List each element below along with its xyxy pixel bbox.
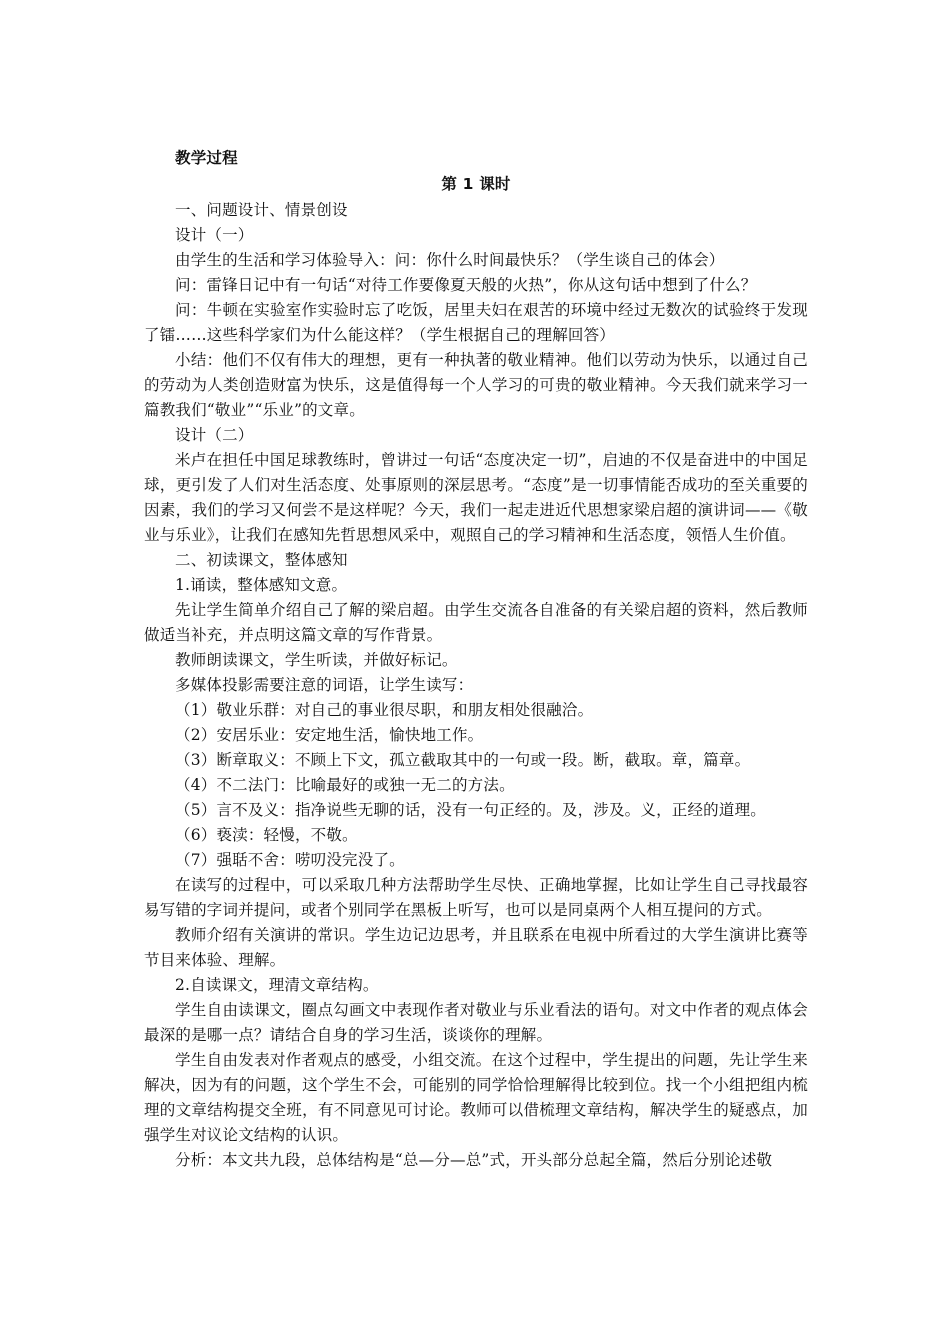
section-title-1: 一、问题设计、情景创设 [175, 201, 348, 219]
paragraph: 学生自由读课文，圈点勾画文中表现作者对敬业与乐业看法的语句。对文中作者的观点体会最深的是哪一点？请结合自身的学习生活，谈谈你的理解。 [144, 1001, 808, 1044]
document-body [144, 146, 808, 1173]
lesson-title: 第 1 课时 [441, 175, 511, 193]
vocab-item: （7）强聒不舍：唠叨没完没了。 [175, 851, 405, 869]
step-title-1: 1.诵读，整体感知文意。 [175, 576, 348, 594]
paragraph: 在读写的过程中，可以采取几种方法帮助学生尽快、正确地掌握，比如让学生自己寻找最容易写错的字词并提问，或者个别同学在黑板上听写，也可以是同桌两个人相互提问的方式。 [144, 876, 808, 919]
paragraph: 学生自由发表对作者观点的感受，小组交流。在这个过程中，学生提出的问题，先让学生来解决，因为有的问题，这个学生不会，可能别的同学恰恰理解得比较到位。找一个小组把组内梳理的文章结构提交全班，有不同意见可讨论。教师可以借梳理文章结构，解决学生的疑惑点，加强学生对议论文结构的认识。 [144, 1051, 808, 1144]
paragraph: 米卢在担任中国足球教练时，曾讲过一句话“态度决定一切”，启迪的不仅是奋进中的中国足球，更引发了人们对生活态度、处事原则的深层思考。“态度”是一切事情能否成功的至关重要的因素，我们的学习又何尝不是这样呢？今天，我们一起走进近代思想家梁启超的演讲词——《敬业与乐业》，让我们在感知先哲思想风采中，观照自己的学习精神和生活态度，领悟人生价值。 [144, 451, 808, 544]
paragraph: 由学生的生活和学习体验导入：问：你什么时间最快乐？（学生谈自己的体会） [175, 251, 725, 269]
vocab-item: （1）敬业乐群：对自己的事业很尽职，和朋友相处很融洽。 [175, 701, 594, 719]
paragraph: 问：雷锋日记中有一句话“对待工作要像夏天般的火热”，你从这句话中想到了什么？ [175, 276, 757, 294]
section-heading: 教学过程 [175, 149, 238, 167]
section-title-2: 二、初读课文，整体感知 [175, 551, 348, 569]
vocab-item: （3）断章取义：不顾上下文，孤立截取其中的一句或一段。断，截取。章，篇章。 [175, 751, 751, 769]
vocab-item: （2）安居乐业：安定地生活，愉快地工作。 [175, 726, 484, 744]
summary-paragraph: 小结：他们不仅有伟大的理想，更有一种执著的敬业精神。他们以劳动为快乐，以通过自己的劳动为人类创造财富为快乐，这是值得每一个人学习的可贵的敬业精神。今天我们就来学习一篇教我们“敬业”“乐业”的文章。 [144, 351, 808, 419]
vocab-item: （4）不二法门：比喻最好的或独一无二的方法。 [175, 776, 515, 794]
paragraph: 先让学生简单介绍自己了解的梁启超。由学生交流各自准备的有关梁启超的资料，然后教师做适当补充，并点明这篇文章的写作背景。 [144, 601, 808, 644]
vocab-item: （5）言不及义：指净说些无聊的话，没有一句正经的。及，涉及。义，正经的道理。 [175, 801, 766, 819]
step-title-2: 2.自读课文，理清文章结构。 [175, 976, 379, 994]
vocab-item: （6）亵渎：轻慢，不敬。 [175, 826, 358, 844]
paragraph: 教师介绍有关演讲的常识。学生边记边思考，并且联系在电视中所看过的大学生演讲比赛等节目来体验、理解。 [144, 926, 808, 969]
paragraph: 教师朗读课文，学生听读，并做好标记。 [175, 651, 458, 669]
paragraph: 多媒体投影需要注意的词语，让学生读写： [175, 676, 474, 694]
design-label-2: 设计（二） [175, 426, 254, 444]
analysis-paragraph: 分析：本文共九段，总体结构是“总—分—总”式，开头部分总起全篇，然后分别论述敬 [175, 1151, 773, 1169]
paragraph: 问：牛顿在实验室作实验时忘了吃饭，居里夫妇在艰苦的环境中经过无数次的试验终于发现了镭……这些科学家们为什么能这样？（学生根据自己的理解回答） [144, 301, 808, 344]
design-label-1: 设计（一） [175, 226, 254, 244]
